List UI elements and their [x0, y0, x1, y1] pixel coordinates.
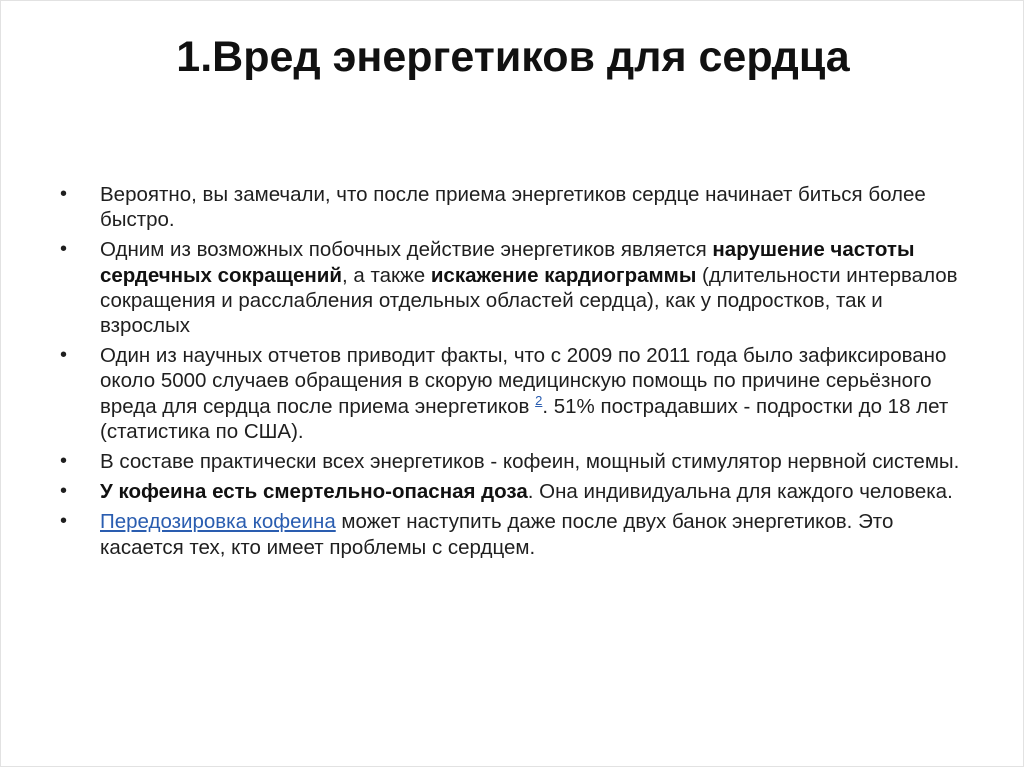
bullet-2-text-2: , а также — [342, 263, 431, 287]
bullet-text — [100, 344, 948, 443]
bullet-item-6 — [60, 509, 960, 559]
bullet-2-bold-1: нарушение частоты сердечных сокращений — [100, 238, 915, 287]
bullet-2-text-3: (длительности интервалов сокращения и расслабления отдельных областей сердца), как у подростков, так и взрослых — [100, 263, 958, 338]
bullet-3-text-1: Один из научных отчетов приводит факты, что с 2009 по 2011 года было зафиксировано около 5000 случаев обращения в скорую медицинскую помощь по причине серьёзного вреда для сердца после приема энергетиков — [100, 344, 947, 418]
bullet-text — [100, 510, 893, 558]
bullet-2-bold-2: искажение кардиограммы — [430, 263, 697, 287]
footnote-reference-link[interactable]: 2 — [535, 392, 543, 408]
bullet-item-5 — [60, 479, 960, 504]
bullet-item-2 — [60, 237, 960, 338]
bullet-marker: • — [60, 480, 68, 503]
slide-title: 1.Вред энергетиков для сердца — [176, 33, 850, 81]
bullet-2-text-1: Одним из возможных побочных действие энергетиков является — [100, 238, 713, 262]
bullet-item-4 — [60, 449, 960, 474]
bullet-marker: • — [60, 450, 68, 473]
bullet-marker: • — [60, 344, 68, 367]
bullet-text — [100, 450, 959, 473]
bullet-text — [100, 183, 926, 231]
bullet-marker: • — [60, 510, 68, 533]
bullet-marker: • — [60, 238, 68, 261]
bullet-item-3 — [60, 343, 960, 444]
bullet-6-text: может наступить даже после двух банок энергетиков. Это касается тех, кто имеет проблемы с сердцем. — [100, 510, 894, 559]
bullet-1-text: Вероятно, вы замечали, что после приема энергетиков сердце начинает биться более быстро. — [100, 183, 926, 232]
bullet-item-1 — [60, 182, 960, 232]
caffeine-overdose-link[interactable]: Передозировка кофеина — [100, 510, 336, 534]
bullet-5-text: . Она индивидуальна для каждого человека. — [527, 480, 953, 504]
bullet-text — [100, 238, 958, 337]
bullet-text — [100, 480, 953, 503]
bullet-list — [60, 182, 960, 565]
bullet-3-text-2: . 51% пострадавших - подростки до 18 лет (статистика по США). — [100, 394, 949, 443]
bullet-5-bold: У кофеина есть смертельно-опасная доза — [100, 480, 528, 504]
bullet-marker: • — [60, 183, 68, 205]
bullet-4-text: В составе практически всех энергетиков - кофеин, мощный стимулятор нервной системы. — [100, 450, 960, 474]
